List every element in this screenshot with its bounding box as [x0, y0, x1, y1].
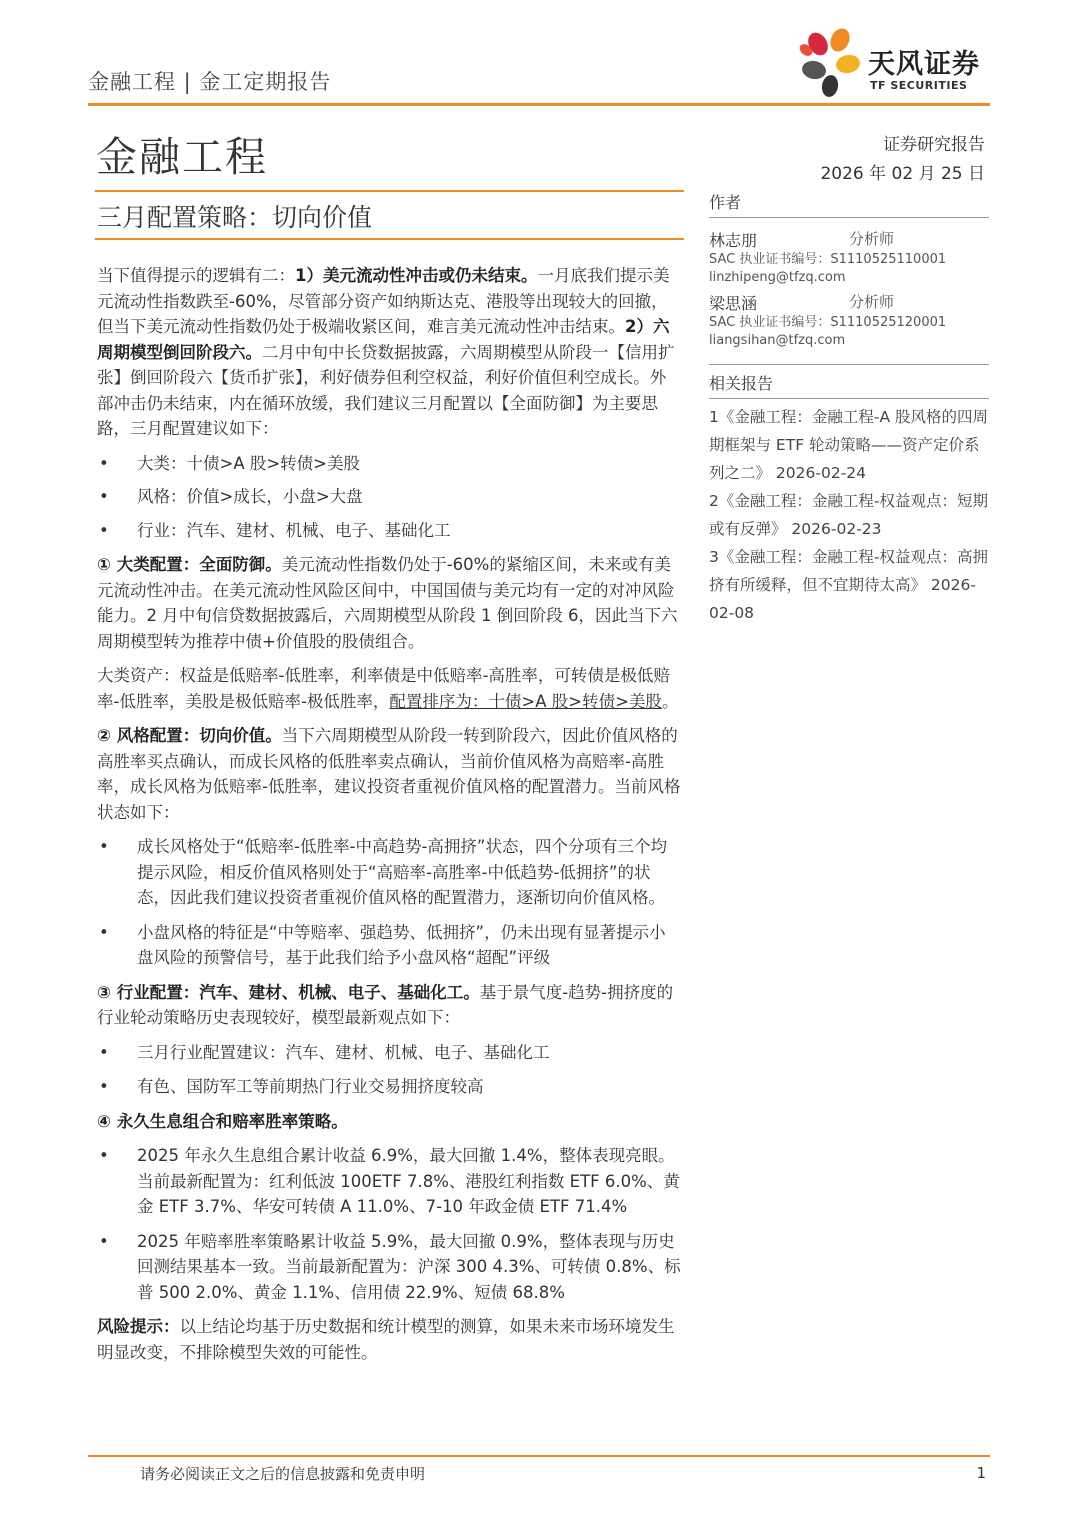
list-item: • 成长风格处于“低赔率-低胜率-中高趋势-高拥挤”状态，四个分项有三个均提示风险，相反价值风格则处于“高赔率-高胜率-中低趋势-低拥挤”的状态，因此我们建议投资者重视价值风格的配置潜力，逐渐切向价值风格。: [99, 837, 667, 907]
page-title: 金融工程: [96, 133, 268, 181]
section-3-paragraph: ③ 行业配置：汽车、建材、机械、电子、基础化工。基于景气度-趋势-拥挤度的行业轮动策略历史表现较好，模型最新观点如下：: [97, 982, 674, 1027]
list-item: • 风格：价值>成长，小盘>大盘: [99, 487, 363, 506]
author-name: 梁思涵: [709, 294, 758, 313]
report-subtitle: 三月配置策略：切向价值: [97, 203, 373, 232]
author-role: 分析师: [849, 230, 895, 248]
author-sac: SAC 执业证书编号：S1110525110001: [709, 252, 947, 267]
report-date: 2026 年 02 月 25 日: [820, 164, 985, 184]
list-item: • 2025 年永久生息组合累计收益 6.9%，最大回撤 1.4%，整体表现亮眼。当前最新配置为：红利低波 100ETF 7.8%、港股红利指数 ETF 6.0%、黄金 ETF 3.7%、华安可转债 A 11.0%、7-10 年政金债 ETF 71.4%: [99, 1146, 680, 1216]
authors-divider: [709, 217, 989, 218]
logo-subtext: TF SECURITIES: [870, 79, 968, 92]
authors-heading: 作者: [709, 193, 742, 212]
related-report-item[interactable]: 1《金融工程：金融工程-A 股风格的四周期框架与 ETF 轮动策略——资产定价系列之二》 2026-02-24: [709, 408, 988, 482]
author-sac: SAC 执业证书编号：S1110525120001: [709, 315, 947, 330]
sidebar: [709, 190, 989, 627]
list-item: • 小盘风格的特征是“中等赔率、强趋势、低拥挤”，仍未出现有显著提示小盘风险的预警信号，基于此我们给予小盘风格“超配”评级: [99, 922, 666, 967]
report-type: 证券研究报告: [883, 135, 985, 155]
list-item: • 有色、国防军工等前期热门行业交易拥挤度较高: [99, 1077, 484, 1096]
list-item: • 行业：汽车、建材、机械、电子、基础化工: [99, 520, 451, 540]
author-card: [709, 291, 989, 350]
asset-ranking-paragraph: 大类资产：权益是低赔率-低胜率，利率债是中低赔率-高胜率，可转债是极低赔率-低胜率，美股是极低赔率-极低胜率，配置排序为：十债>A 股>转债>美股。: [97, 666, 679, 711]
author-email[interactable]: linzhipeng@tfzq.com: [709, 270, 846, 285]
page-number: 1: [976, 1464, 986, 1482]
title-divider-bottom: [95, 238, 684, 240]
author-role: 分析师: [849, 293, 895, 311]
list-item: • 2025 年赔率胜率策略累计收益 5.9%，最大回撤 0.9%，整体表现与历史回测结果基本一致。当前最新配置为：沪深 300 4.3%、可转债 0.8%、标普 500 2.0%、黄金 1.1%、信用债 22.9%、短债 68.8%: [99, 1231, 681, 1302]
author-card: [709, 228, 989, 287]
related-divider-top: [709, 364, 989, 365]
petal-logo-icon: [796, 22, 866, 102]
main-content: [97, 263, 681, 1365]
author-name: 林志朋: [709, 231, 758, 250]
section-4-heading: ④ 永久生息组合和赔率胜率策略。: [97, 1111, 348, 1131]
breadcrumb: 金融工程 | 金工定期报告: [88, 70, 332, 94]
intro-paragraph: 当下值得提示的逻辑有二：1）美元流动性冲击或仍未结束。一月底我们提示美元流动性指数跌至-60%，尽管部分资产如纳斯达克、港股等出现较大的回撤，但当下美元流动性指数仍处于极端收紧区间，难言美元流动性冲击结束。2）六周期模型倒回阶段六。二月中旬中长贷数据披露，六周期模型从阶段一【信用扩张】倒回阶段六【货币扩张】，利好债券但利空权益，利好价值但利空成长。外部冲击仍未结束，内在循环放缓，我们建议三月配置以【全面防御】为主要思路，三月配置建议如下：: [97, 266, 675, 438]
section-1-paragraph: ① 大类配置：全面防御。美元流动性指数仍处于-60%的紧缩区间，未来或有美元流动性冲击。在美元流动性风险区间中，中国国债与美元均有一定的对冲风险能力。2 月中旬信贷数据披露后，六周期模型从阶段 1 倒回阶段 6，因此当下六周期模型转为推荐中债+价值股的股债组合。: [97, 555, 678, 651]
author-email[interactable]: liangsihan@tfzq.com: [709, 333, 846, 348]
related-report-item[interactable]: 3《金融工程：金融工程-权益观点：高拥挤有所缓释，但不宜期待太高》 2026-02-08: [709, 548, 988, 622]
company-logo: [796, 22, 996, 102]
risk-warning: 风险提示：以上结论均基于历史数据和统计模型的测算，如果未来市场环境发生明显改变，不排除模型失效的可能性。: [97, 1317, 675, 1362]
title-divider-top: [95, 190, 684, 192]
section-2-paragraph: ② 风格配置：切向价值。当下六周期模型从阶段一转到阶段六，因此价值风格的高胜率买点确认，而成长风格的低胜率卖点确认，当前价值风格为高赔率-高胜率，成长风格为低赔率-低胜率，建议投资者重视价值风格的配置潜力。当前风格状态如下：: [97, 726, 681, 822]
related-heading: 相关报告: [709, 374, 774, 393]
related-divider: [709, 398, 989, 399]
logo-text: 天风证券: [868, 49, 980, 80]
header-divider: [88, 103, 990, 106]
list-item: • 大类：十债>A 股>转债>美股: [99, 453, 361, 473]
related-report-item[interactable]: 2《金融工程：金融工程-权益观点：短期或有反弹》 2026-02-23: [709, 492, 988, 538]
list-item: • 三月行业配置建议：汽车、建材、机械、电子、基础化工: [99, 1042, 550, 1062]
footer-divider: [88, 1455, 990, 1457]
disclaimer-note: 请务必阅读正文之后的信息披露和免责申明: [140, 1465, 426, 1483]
